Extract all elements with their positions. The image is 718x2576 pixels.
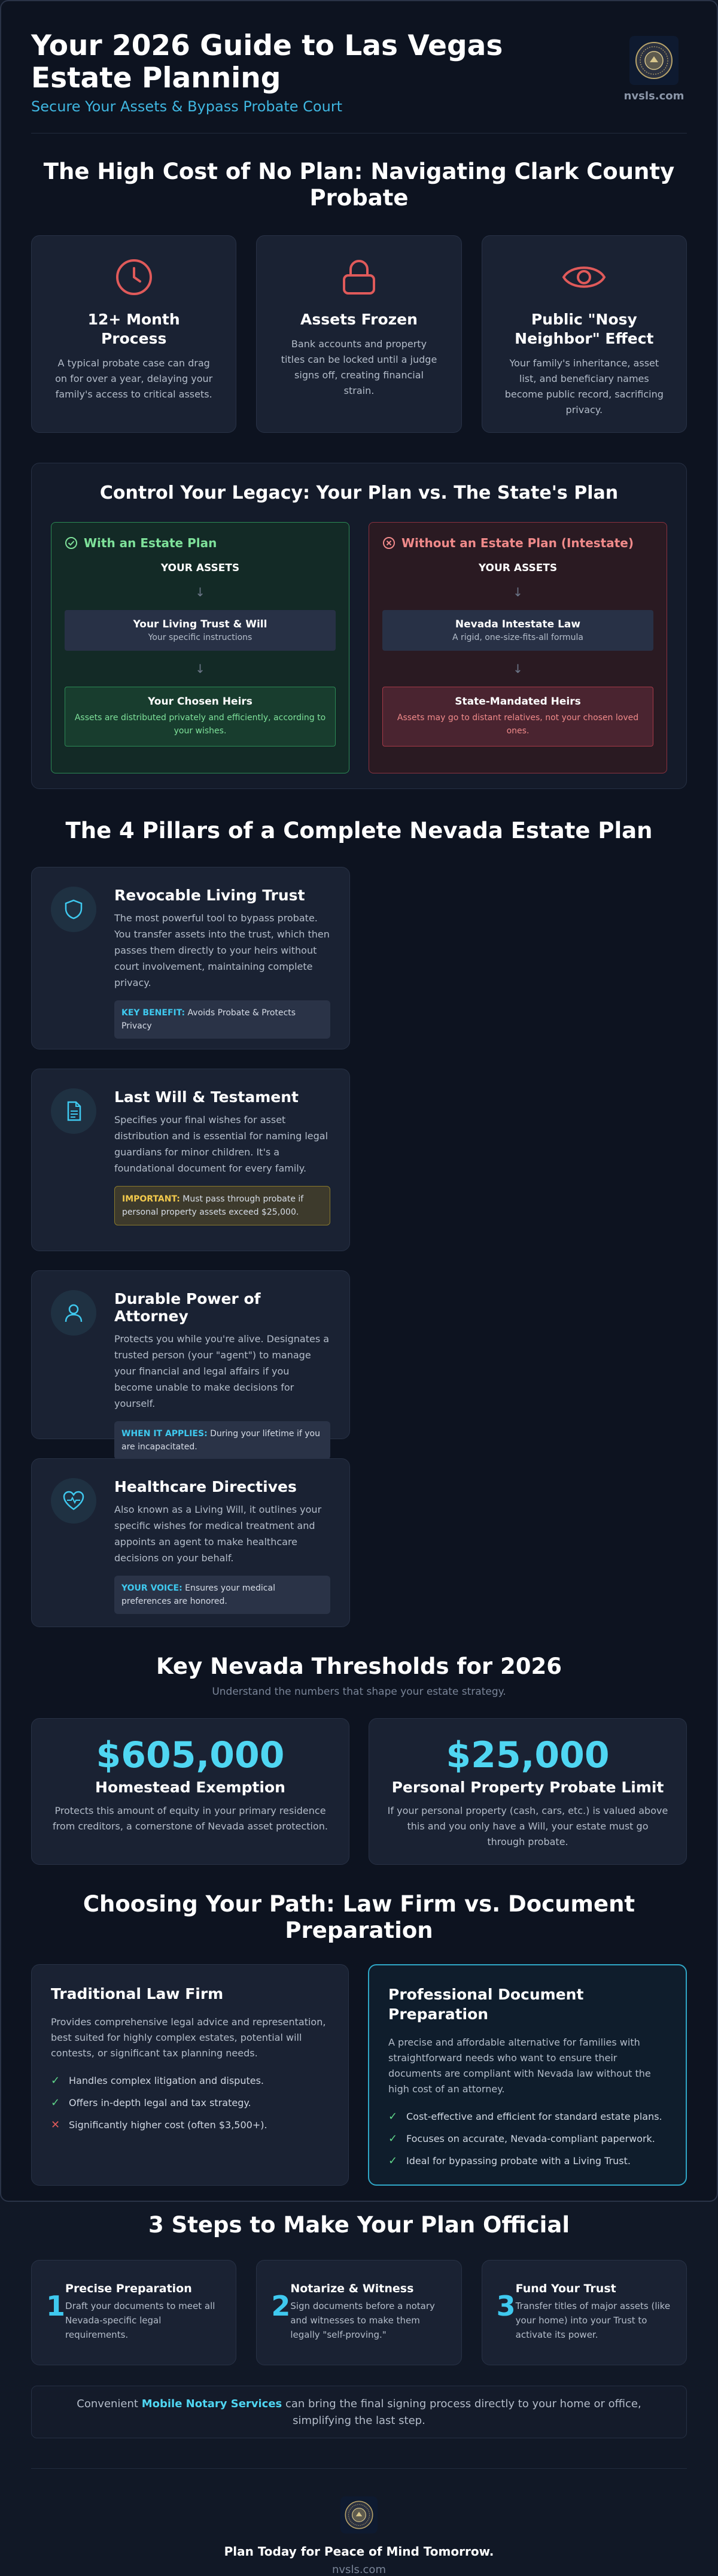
- step-card-3: [482, 2260, 687, 2365]
- path-cards: [31, 1964, 687, 2186]
- pillar-text: Specifies your final wishes for asset distribution and is essential for naming legal guardians for minor children. It's a foundational document for every family.: [114, 1114, 328, 1174]
- logo-block: [621, 30, 687, 102]
- heirs-title: Your Chosen Heirs: [148, 696, 252, 708]
- pillar-title: Revocable Living Trust: [114, 887, 305, 904]
- seal-logo-icon: [629, 36, 679, 85]
- step-text: Draft your documents to meet all Nevada-specific legal requirements.: [65, 2301, 215, 2340]
- pillar-card-living-trust: [31, 867, 350, 1049]
- legacy-title: Control Your Legacy: Your Plan vs. The State's Plan: [99, 483, 619, 503]
- cost-card-process: [31, 235, 236, 433]
- path-card-text: Provides comprehensive legal advice and representation, best suited for highly complex estates, potential will contests, or significant tax planning needs.: [51, 2016, 326, 2059]
- list-item: [388, 2155, 667, 2167]
- path-card-title: Professional Document Preparation: [388, 1986, 584, 2023]
- pillar-note: [114, 1000, 330, 1039]
- check-icon: ✓: [388, 2155, 398, 2167]
- heirs-title: State-Mandated Heirs: [455, 696, 581, 708]
- pillar-body: [114, 1088, 330, 1233]
- thresholds-cards: [31, 1718, 687, 1865]
- list-item: [51, 2119, 329, 2131]
- pillar-note-important: [114, 1186, 330, 1225]
- cost-card-title: Public "Nosy Neighbor" Effect: [515, 311, 654, 347]
- thresholds-title: Key Nevada Thresholds for 2026: [156, 1653, 562, 1679]
- pillar-body: [114, 1290, 330, 1452]
- arrow-down-icon: ↓: [195, 585, 205, 599]
- pillars-grid: [31, 867, 687, 1627]
- step-card-2: [256, 2260, 461, 2365]
- with-plan-column: [51, 522, 349, 773]
- list-item: [51, 2074, 329, 2087]
- pillar-body: [114, 887, 330, 1031]
- cost-card-frozen: [256, 235, 461, 433]
- pillars-section: [31, 789, 687, 1627]
- steps-cards: [31, 2260, 687, 2365]
- list-item: [388, 2132, 667, 2145]
- your-assets-label: YOUR ASSETS: [160, 562, 240, 574]
- list-item: [51, 2096, 329, 2109]
- legacy-section: [31, 463, 687, 789]
- flow-box-subtitle: A rigid, one-size-fits-all formula: [452, 633, 583, 642]
- mobile-notary-link[interactable]: Mobile Notary Services: [141, 2398, 282, 2410]
- path-card-text: A precise and affordable alternative for families with straightforward needs who want to ensure their documents are compliant with Nevada law without the high cost of an attorney.: [388, 2037, 651, 2095]
- threshold-title: Homestead Exemption: [95, 1779, 285, 1796]
- step-body: [516, 2282, 672, 2343]
- step-title: Precise Preparation: [65, 2282, 192, 2295]
- user-icon: [51, 1290, 96, 1336]
- heart-pulse-icon: [51, 1478, 96, 1524]
- cost-card-text: Bank accounts and property titles can be locked until a judge signs off, creating financial strain.: [281, 338, 437, 396]
- threshold-title: Personal Property Probate Limit: [391, 1779, 664, 1796]
- arrow-down-icon: ↓: [195, 662, 205, 676]
- pillar-title: Last Will & Testament: [114, 1088, 299, 1106]
- without-plan-heading: [382, 536, 653, 550]
- list-item-text: Ideal for bypassing probate with a Living Trust.: [406, 2155, 631, 2167]
- cost-card-title: Assets Frozen: [300, 311, 418, 328]
- list-item-text: Significantly higher cost (often $3,500+).: [69, 2119, 267, 2131]
- check-icon: ✓: [51, 2074, 60, 2087]
- path-title: Choosing Your Path: Law Firm vs. Document Preparation: [83, 1891, 635, 1943]
- note-text: Must pass through probate if personal property assets exceed $25,000.: [122, 1194, 304, 1217]
- note-label: KEY BENEFIT:: [121, 1008, 185, 1018]
- pillar-note: [114, 1421, 330, 1460]
- steps-title: 3 Steps to Make Your Plan Official: [148, 2212, 570, 2238]
- document-icon: [51, 1088, 96, 1134]
- document-prep-features: [388, 2110, 667, 2167]
- note-text: Avoids Probate & Protects Privacy: [121, 1008, 296, 1031]
- thresholds-section: [31, 1627, 687, 1865]
- chosen-heirs-box: [65, 687, 336, 747]
- cost-card-text: Your family's inheritance, asset list, and beneficiary names become public record, sacrificing privacy.: [504, 357, 664, 415]
- flow-box-subtitle: Your specific instructions: [148, 633, 252, 642]
- notary-text-post: can bring the final signing process directly to your home or office, simplifying the last step.: [282, 2398, 641, 2427]
- path-card-title: Traditional Law Firm: [51, 1985, 224, 2002]
- document-prep-card: [368, 1964, 687, 2186]
- note-text: During your lifetime if you are incapacitated.: [121, 1429, 320, 1452]
- list-item-text: Handles complex litigation and disputes.: [69, 2075, 264, 2086]
- shield-icon: [51, 887, 96, 932]
- heirs-text: Assets are distributed privately and efficiently, according to your wishes.: [74, 713, 326, 736]
- list-item-text: Focuses on accurate, Nevada-compliant paperwork.: [406, 2133, 655, 2144]
- state-heirs-box: [382, 687, 653, 747]
- x-icon: ✕: [51, 2119, 60, 2131]
- x-circle-icon: [382, 536, 395, 550]
- high-cost-section: [31, 133, 687, 433]
- check-icon: ✓: [51, 2096, 60, 2109]
- without-plan-column: [369, 522, 667, 773]
- pillar-text: Also known as a Living Will, it outlines your specific wishes for medical treatment and appoints an agent to make healthcare decisions on your behalf.: [114, 1504, 322, 1564]
- your-assets-label: YOUR ASSETS: [478, 562, 558, 574]
- threshold-card-homestead: [31, 1718, 349, 1865]
- lock-icon: [339, 257, 379, 297]
- legacy-columns: [51, 522, 667, 773]
- page-subtitle: Secure Your Assets & Bypass Probate Court: [31, 98, 343, 115]
- threshold-value: $605,000: [96, 1734, 285, 1776]
- page-title: Your 2026 Guide to Las Vegas Estate Planning: [31, 29, 503, 95]
- step-title: Notarize & Witness: [290, 2282, 414, 2295]
- pillar-card-healthcare: [31, 1458, 350, 1627]
- footer-seal-logo-icon: [340, 2496, 378, 2533]
- note-label: YOUR VOICE:: [121, 1583, 182, 1593]
- pillar-title: Durable Power of Attorney: [114, 1290, 261, 1325]
- threshold-value: $25,000: [446, 1734, 610, 1776]
- list-item: [388, 2110, 667, 2123]
- logo-text[interactable]: nvsls.com: [623, 90, 684, 102]
- intestate-law-box: [382, 610, 653, 651]
- step-number: 3: [496, 2290, 516, 2322]
- threshold-text: Protects this amount of equity in your primary residence from creditors, a cornerstone of Nevada asset protection.: [53, 1805, 328, 1832]
- page-footer: [31, 2468, 687, 2576]
- step-text: Sign documents before a notary and witnesses to make them legally "self-proving.": [290, 2301, 435, 2340]
- check-icon: ✓: [388, 2110, 398, 2123]
- thresholds-subtitle: Understand the numbers that shape your estate strategy.: [212, 1686, 506, 1698]
- notary-callout: [31, 2386, 687, 2438]
- step-number: 1: [46, 2290, 66, 2322]
- pillar-card-power-of-attorney: [31, 1270, 350, 1452]
- steps-section: [31, 2186, 687, 2438]
- cost-card-title: 12+ Month Process: [87, 311, 180, 347]
- high-cost-cards: [31, 235, 687, 433]
- pillar-note: [114, 1576, 330, 1614]
- without-plan-heading-text: Without an Estate Plan (Intestate): [401, 536, 634, 550]
- step-card-1: [31, 2260, 236, 2365]
- step-title: Fund Your Trust: [515, 2282, 616, 2295]
- header-text: [31, 30, 606, 115]
- threshold-card-probate-limit: [369, 1718, 687, 1865]
- arrow-down-icon: ↓: [513, 662, 523, 676]
- living-trust-box: [65, 610, 336, 651]
- threshold-text: If your personal property (cash, cars, etc.) is valued above this and you only have a Will, your estate must go through probate.: [387, 1805, 668, 1847]
- pillar-title: Healthcare Directives: [114, 1478, 297, 1495]
- clock-icon: [114, 257, 154, 297]
- heirs-text: Assets may go to distant relatives, not your chosen loved ones.: [397, 713, 639, 736]
- cost-card-text: A typical probate case can drag on for over a year, delaying your family's access to critical assets.: [55, 357, 213, 400]
- page-header: [31, 1, 687, 133]
- step-body: [65, 2282, 221, 2343]
- note-text: Ensures your medical preferences are honored.: [121, 1583, 275, 1606]
- arrow-down-icon: ↓: [513, 585, 523, 599]
- pillar-text: The most powerful tool to bypass probate. You transfer assets into the trust, which then passes them directly to your heirs without court involvement, maintaining complete privacy.: [114, 912, 330, 988]
- check-icon: ✓: [388, 2132, 398, 2145]
- with-plan-heading-text: With an Estate Plan: [84, 536, 217, 550]
- note-label: IMPORTANT:: [122, 1194, 180, 1204]
- flow-box-title: Your Living Trust & Will: [133, 618, 267, 630]
- step-text: Transfer titles of major assets (like your home) into your Trust to activate its power.: [515, 2301, 671, 2340]
- check-circle-icon: [65, 536, 78, 550]
- path-section: [31, 1865, 687, 2186]
- high-cost-title: The High Cost of No Plan: Navigating Clark County Probate: [43, 159, 675, 211]
- pillar-card-will: [31, 1069, 350, 1251]
- step-number: 2: [271, 2290, 291, 2322]
- flow-box-title: Nevada Intestate Law: [455, 618, 581, 630]
- notary-text-pre: Convenient: [77, 2398, 142, 2410]
- cost-card-public: [482, 235, 687, 433]
- pillars-title: The 4 Pillars of a Complete Nevada Estate Plan: [65, 818, 653, 844]
- note-label: WHEN IT APPLIES:: [121, 1429, 208, 1439]
- eye-icon: [561, 257, 607, 297]
- pillar-body: [114, 1478, 330, 1609]
- step-body: [290, 2282, 446, 2343]
- footer-tagline: Plan Today for Peace of Mind Tomorrow.: [224, 2544, 494, 2559]
- footer-site-link[interactable]: nvsls.com: [332, 2563, 386, 2576]
- law-firm-card: [31, 1964, 349, 2186]
- pillar-text: Protects you while you're alive. Designates a trusted person (your "agent") to manage your financial and legal affairs if you become unable to make decisions for yourself.: [114, 1333, 330, 1409]
- with-plan-heading: [65, 536, 336, 550]
- law-firm-features: [51, 2074, 329, 2131]
- list-item-text: Offers in-depth legal and tax strategy.: [69, 2097, 251, 2108]
- list-item-text: Cost-effective and efficient for standard estate plans.: [406, 2111, 662, 2122]
